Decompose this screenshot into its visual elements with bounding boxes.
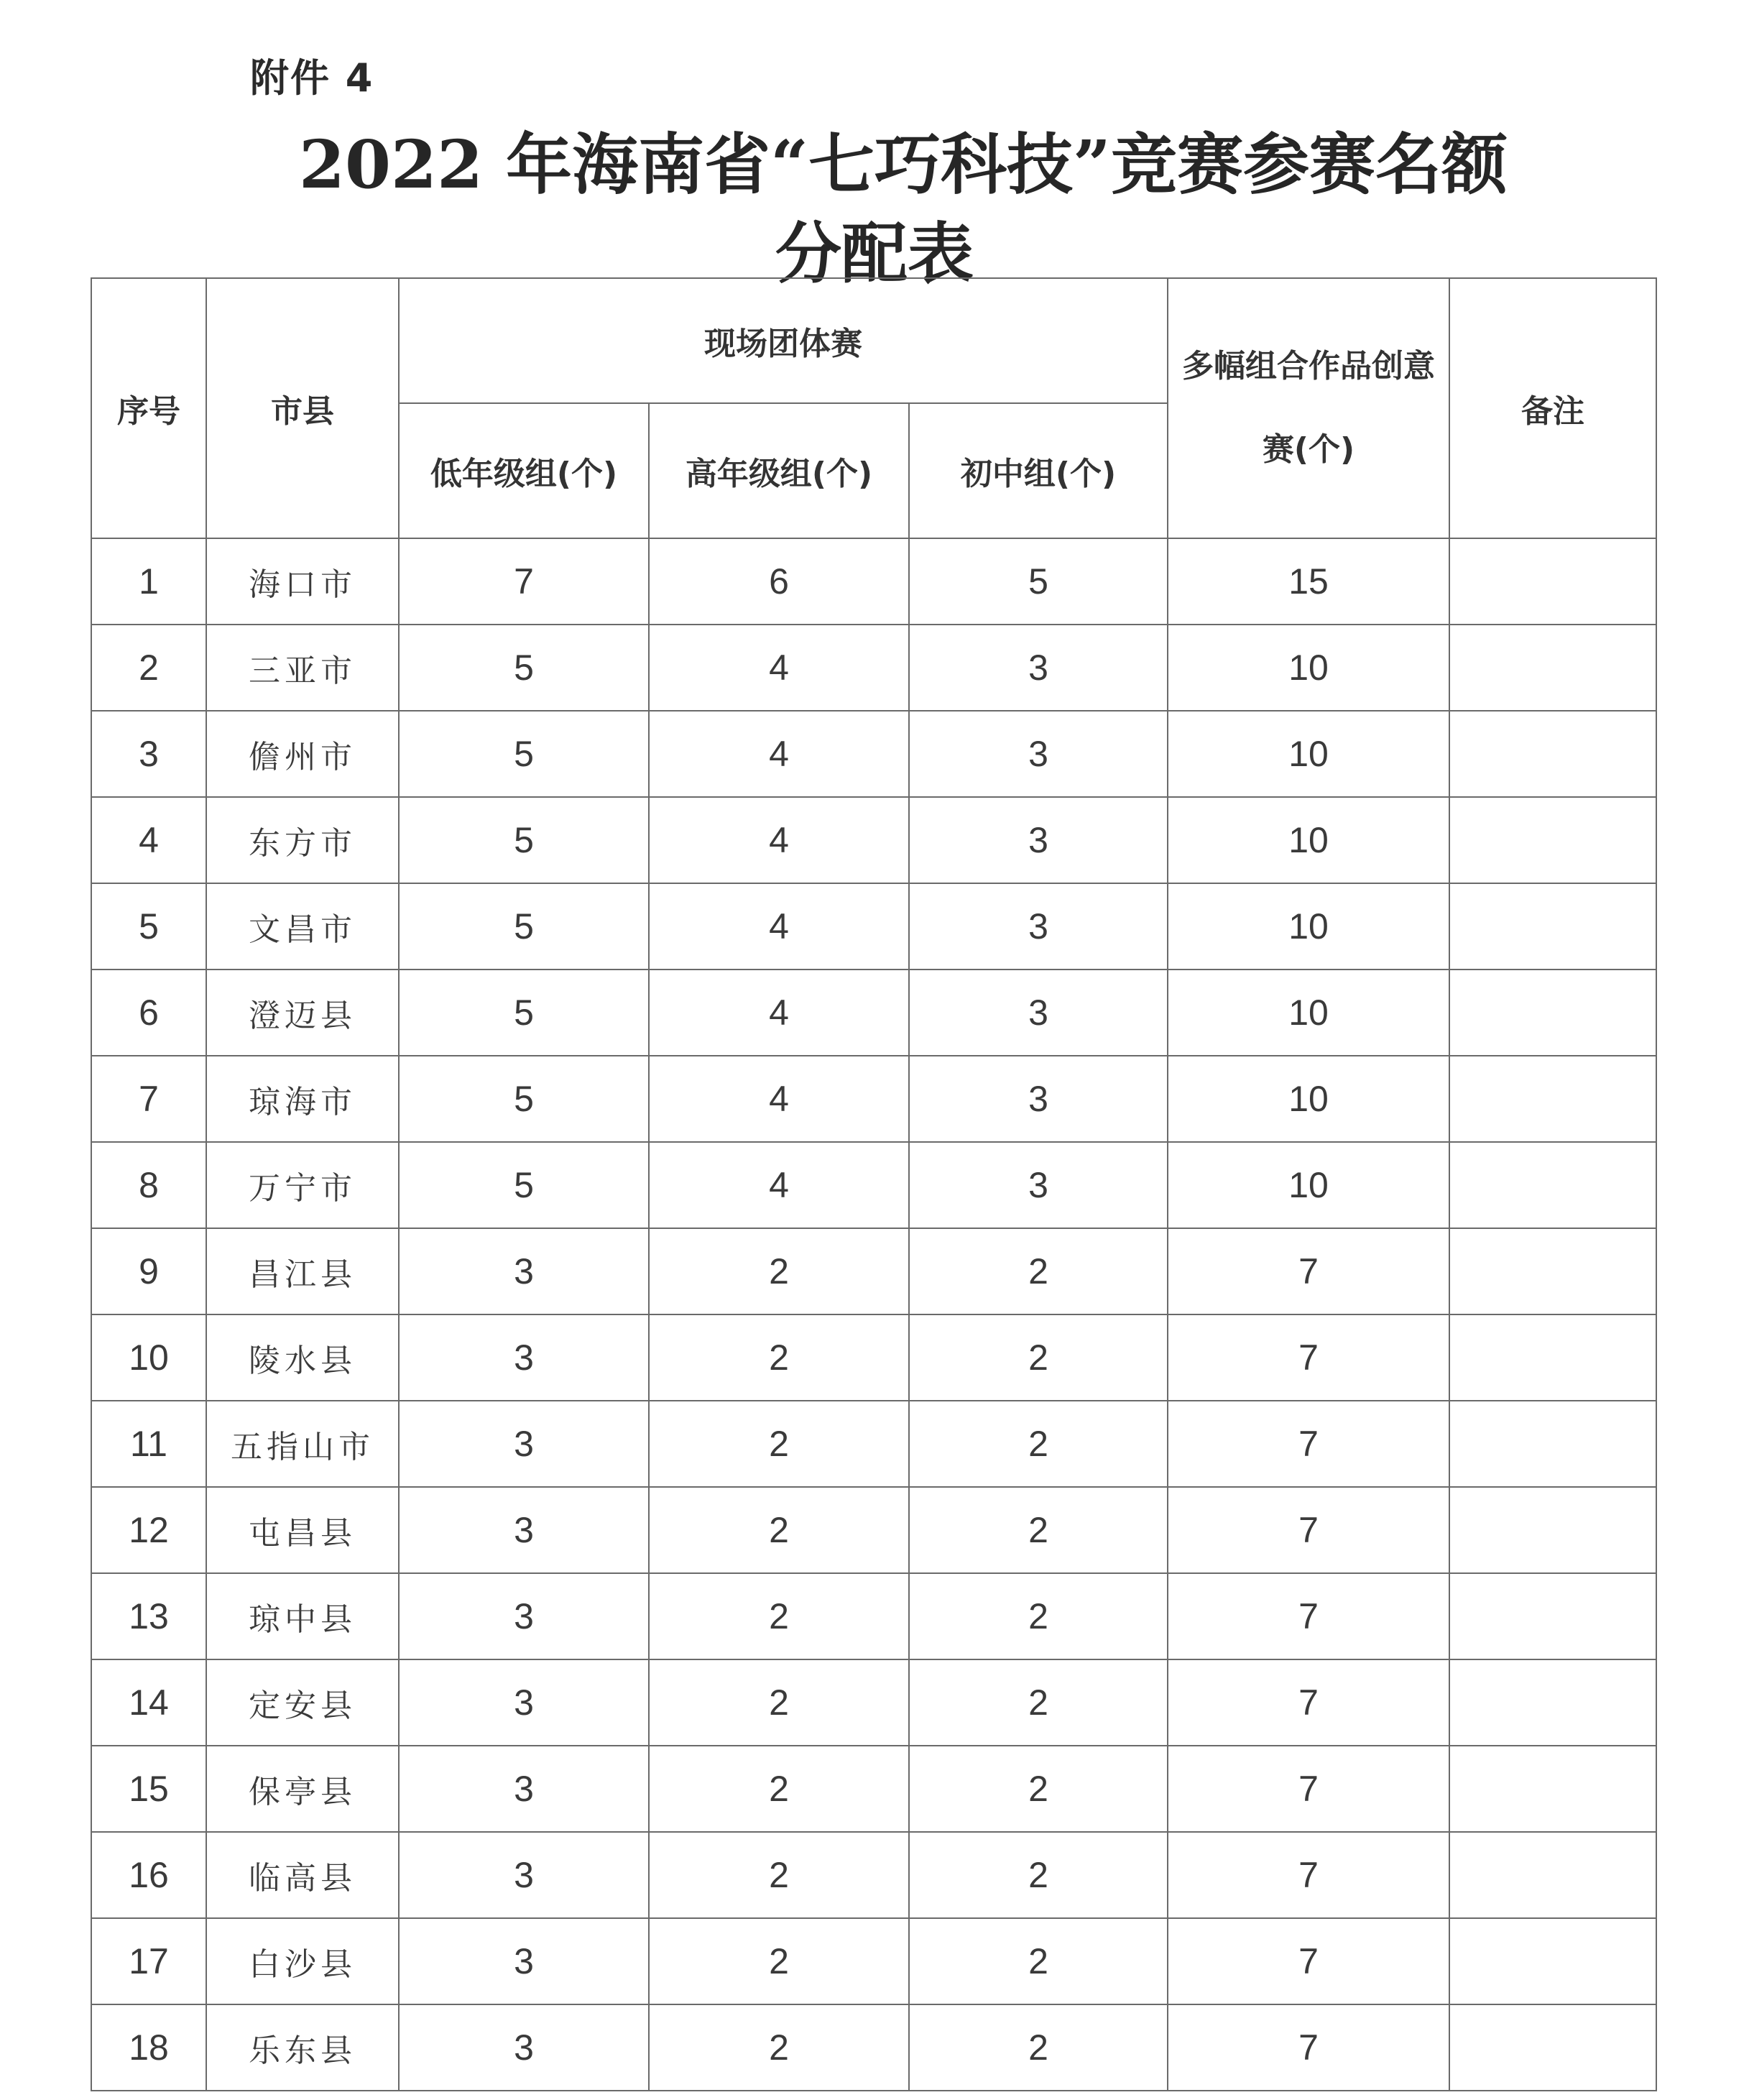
- row-low-grade: 3: [399, 1832, 649, 1918]
- row-junior-high: 3: [909, 970, 1168, 1056]
- row-low-grade: 7: [399, 538, 649, 625]
- row-high-grade: 4: [649, 625, 909, 711]
- table-header: [91, 278, 1656, 538]
- row-city: 文昌市: [206, 883, 399, 970]
- table-row: [91, 1659, 1656, 1746]
- row-high-grade: 4: [649, 797, 909, 883]
- row-high-grade: 4: [649, 1056, 909, 1142]
- row-multi-work: 7: [1168, 2004, 1449, 2091]
- row-multi-work: 10: [1168, 1142, 1449, 1228]
- row-junior-high: 2: [909, 1487, 1168, 1573]
- header-index: 序号: [91, 278, 206, 538]
- row-high-grade: 6: [649, 538, 909, 625]
- table-row: [91, 1746, 1656, 1832]
- row-high-grade: 2: [649, 2004, 909, 2091]
- row-low-grade: 5: [399, 797, 649, 883]
- row-low-grade: 5: [399, 1056, 649, 1142]
- row-low-grade: 5: [399, 711, 649, 797]
- header-city: 市县: [206, 278, 399, 538]
- row-multi-work: 7: [1168, 1573, 1449, 1659]
- row-junior-high: 2: [909, 1659, 1168, 1746]
- row-multi-work: 10: [1168, 711, 1449, 797]
- row-high-grade: 4: [649, 1142, 909, 1228]
- table-row: [91, 1142, 1656, 1228]
- row-junior-high: 3: [909, 625, 1168, 711]
- row-remarks: [1449, 711, 1656, 797]
- row-city: 临高县: [206, 1832, 399, 1918]
- table-row: [91, 1056, 1656, 1142]
- table-row: [91, 1487, 1656, 1573]
- row-remarks: [1449, 538, 1656, 625]
- row-city: 琼中县: [206, 1573, 399, 1659]
- row-remarks: [1449, 970, 1656, 1056]
- header-team-group: 现场团体赛: [399, 278, 1168, 403]
- table-row: [91, 625, 1656, 711]
- row-multi-work: 7: [1168, 1487, 1449, 1573]
- row-low-grade: 3: [399, 1401, 649, 1487]
- table-body: [91, 538, 1656, 2091]
- row-low-grade: 5: [399, 1142, 649, 1228]
- table-row: [91, 1918, 1656, 2004]
- row-remarks: [1449, 883, 1656, 970]
- row-remarks: [1449, 797, 1656, 883]
- row-index: 13: [91, 1573, 206, 1659]
- row-remarks: [1449, 1314, 1656, 1401]
- row-low-grade: 3: [399, 1746, 649, 1832]
- row-remarks: [1449, 1228, 1656, 1314]
- row-index: 3: [91, 711, 206, 797]
- row-city: 三亚市: [206, 625, 399, 711]
- row-junior-high: 3: [909, 1142, 1168, 1228]
- row-city: 澄迈县: [206, 970, 399, 1056]
- row-low-grade: 3: [399, 1314, 649, 1401]
- row-remarks: [1449, 1832, 1656, 1918]
- row-index: 11: [91, 1401, 206, 1487]
- row-city: 儋州市: [206, 711, 399, 797]
- row-remarks: [1449, 1401, 1656, 1487]
- row-junior-high: 3: [909, 883, 1168, 970]
- row-high-grade: 2: [649, 1659, 909, 1746]
- row-multi-work: 7: [1168, 1746, 1449, 1832]
- row-index: 4: [91, 797, 206, 883]
- row-high-grade: 4: [649, 883, 909, 970]
- row-index: 1: [91, 538, 206, 625]
- row-city: 屯昌县: [206, 1487, 399, 1573]
- row-remarks: [1449, 1918, 1656, 2004]
- row-index: 15: [91, 1746, 206, 1832]
- row-index: 2: [91, 625, 206, 711]
- row-low-grade: 3: [399, 1487, 649, 1573]
- header-junior-high: 初中组(个): [909, 403, 1168, 538]
- row-junior-high: 2: [909, 1314, 1168, 1401]
- row-remarks: [1449, 1487, 1656, 1573]
- row-remarks: [1449, 2004, 1656, 2091]
- row-low-grade: 5: [399, 625, 649, 711]
- row-junior-high: 2: [909, 1228, 1168, 1314]
- table-row: [91, 1573, 1656, 1659]
- row-low-grade: 3: [399, 1918, 649, 2004]
- row-city: 琼海市: [206, 1056, 399, 1142]
- row-high-grade: 2: [649, 1314, 909, 1401]
- row-high-grade: 4: [649, 711, 909, 797]
- row-remarks: [1449, 1659, 1656, 1746]
- row-index: 8: [91, 1142, 206, 1228]
- row-index: 5: [91, 883, 206, 970]
- row-low-grade: 3: [399, 2004, 649, 2091]
- row-multi-work: 7: [1168, 1832, 1449, 1918]
- row-multi-work: 15: [1168, 538, 1449, 625]
- row-index: 9: [91, 1228, 206, 1314]
- row-city: 五指山市: [206, 1401, 399, 1487]
- row-high-grade: 2: [649, 1573, 909, 1659]
- row-high-grade: 2: [649, 1401, 909, 1487]
- row-multi-work: 7: [1168, 1918, 1449, 2004]
- row-city: 昌江县: [206, 1228, 399, 1314]
- row-high-grade: 4: [649, 970, 909, 1056]
- row-junior-high: 3: [909, 1056, 1168, 1142]
- row-remarks: [1449, 1142, 1656, 1228]
- row-index: 18: [91, 2004, 206, 2091]
- row-multi-work: 10: [1168, 625, 1449, 711]
- row-city: 陵水县: [206, 1314, 399, 1401]
- header-multi-work: 多幅组合作品创意赛(个): [1168, 278, 1449, 538]
- row-low-grade: 3: [399, 1659, 649, 1746]
- row-multi-work: 7: [1168, 1659, 1449, 1746]
- row-junior-high: 5: [909, 538, 1168, 625]
- row-multi-work: 10: [1168, 883, 1449, 970]
- row-multi-work: 7: [1168, 1401, 1449, 1487]
- row-multi-work: 10: [1168, 1056, 1449, 1142]
- row-high-grade: 2: [649, 1746, 909, 1832]
- row-city: 白沙县: [206, 1918, 399, 2004]
- row-junior-high: 2: [909, 1401, 1168, 1487]
- document-title-line1: 2022 年海南省“七巧科技”竞赛参赛名额: [299, 126, 1508, 203]
- header-high-grade: 高年级组(个): [649, 403, 909, 538]
- table-row: [91, 970, 1656, 1056]
- row-junior-high: 3: [909, 797, 1168, 883]
- row-remarks: [1449, 625, 1656, 711]
- table-row: [91, 1832, 1656, 1918]
- attachment-label: 附件 4: [250, 55, 374, 101]
- row-remarks: [1449, 1573, 1656, 1659]
- row-index: 10: [91, 1314, 206, 1401]
- row-remarks: [1449, 1056, 1656, 1142]
- row-junior-high: 2: [909, 1573, 1168, 1659]
- document-title-line2: 分配表: [775, 215, 974, 293]
- row-remarks: [1449, 1746, 1656, 1832]
- row-index: 14: [91, 1659, 206, 1746]
- row-city: 定安县: [206, 1659, 399, 1746]
- row-city: 东方市: [206, 797, 399, 883]
- row-index: 6: [91, 970, 206, 1056]
- row-index: 16: [91, 1832, 206, 1918]
- row-index: 7: [91, 1056, 206, 1142]
- row-multi-work: 7: [1168, 1228, 1449, 1314]
- row-junior-high: 3: [909, 711, 1168, 797]
- table-row: [91, 711, 1656, 797]
- table-row: [91, 538, 1656, 625]
- row-city: 万宁市: [206, 1142, 399, 1228]
- table-row: [91, 797, 1656, 883]
- row-high-grade: 2: [649, 1918, 909, 2004]
- header-remarks: 备注: [1449, 278, 1656, 538]
- table-row: [91, 1401, 1656, 1487]
- table-row: [91, 1314, 1656, 1401]
- row-index: 17: [91, 1918, 206, 2004]
- row-low-grade: 5: [399, 970, 649, 1056]
- row-high-grade: 2: [649, 1832, 909, 1918]
- row-low-grade: 3: [399, 1228, 649, 1314]
- row-index: 12: [91, 1487, 206, 1573]
- table-row: [91, 2004, 1656, 2091]
- row-multi-work: 7: [1168, 1314, 1449, 1401]
- row-junior-high: 2: [909, 1832, 1168, 1918]
- table-row: [91, 883, 1656, 970]
- row-multi-work: 10: [1168, 970, 1449, 1056]
- row-junior-high: 2: [909, 1746, 1168, 1832]
- row-high-grade: 2: [649, 1228, 909, 1314]
- row-low-grade: 5: [399, 883, 649, 970]
- row-junior-high: 2: [909, 1918, 1168, 2004]
- header-low-grade: 低年级组(个): [399, 403, 649, 538]
- row-city: 保亭县: [206, 1746, 399, 1832]
- row-city: 海口市: [206, 538, 399, 625]
- row-city: 乐东县: [206, 2004, 399, 2091]
- row-high-grade: 2: [649, 1487, 909, 1573]
- table-row: [91, 1228, 1656, 1314]
- row-low-grade: 3: [399, 1573, 649, 1659]
- row-junior-high: 2: [909, 2004, 1168, 2091]
- row-multi-work: 10: [1168, 797, 1449, 883]
- quota-allocation-table: [91, 277, 1657, 2091]
